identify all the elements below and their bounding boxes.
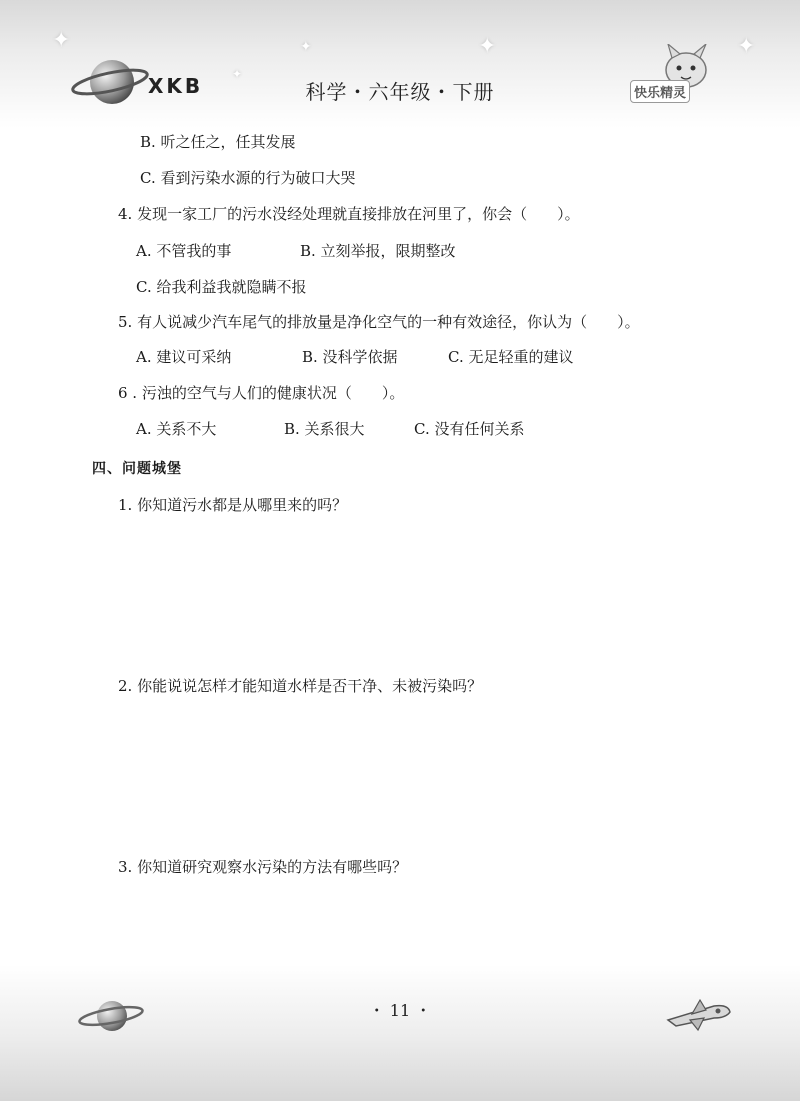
section4-item-3: 3. 你知道研究观察水污染的方法有哪些吗？ xyxy=(118,858,408,876)
star-icon: ✦ xyxy=(300,39,312,55)
star-icon: ✦ xyxy=(52,28,71,53)
brand-logo: XKB xyxy=(148,74,204,98)
q6-option-b: B. 关系很大 xyxy=(284,420,365,438)
q3-option-b: B. 听之任之，任其发展 xyxy=(140,133,296,151)
q5-option-b: B. 没科学依据 xyxy=(302,348,398,366)
q6-option-a: A. 关系不大 xyxy=(136,420,217,438)
section4-item-2: 2. 你能说说怎样才能知道水样是否干净、未被污染吗？ xyxy=(118,677,483,695)
q5-option-c: C. 无足轻重的建议 xyxy=(448,348,574,366)
star-icon: ✦ xyxy=(737,34,756,59)
page-number: ・ 11 ・ xyxy=(368,1001,432,1020)
q4-option-c: C. 给我利益我就隐瞒不报 xyxy=(136,278,307,296)
section-title: 四、问题城堡 xyxy=(92,461,182,477)
page-title: 科学・六年级・下册 xyxy=(305,80,495,104)
star-icon: ✦ xyxy=(478,34,497,59)
mascot-logo-icon xyxy=(624,44,734,114)
q3-option-c: C. 看到污染水源的行为破口大哭 xyxy=(140,169,356,187)
star-icon: ✦ xyxy=(232,67,243,81)
q4-option-b: B. 立刻举报，限期整改 xyxy=(300,242,456,260)
q6-text: 6 . 污浊的空气与人们的健康状况（ ）。 xyxy=(118,384,405,402)
mascot-label: 快乐精灵 xyxy=(630,80,690,103)
q6-option-c: C. 没有任何关系 xyxy=(414,420,525,438)
q4-option-a: A. 不管我的事 xyxy=(136,242,232,260)
spaceship-icon xyxy=(664,994,734,1034)
q5-option-a: A. 建议可采纳 xyxy=(136,348,232,366)
section4-item-1: 1. 你知道污水都是从哪里来的吗？ xyxy=(118,496,348,514)
q4-text: 4. 发现一家工厂的污水没经处理就直接排放在河里了，你会（ ）。 xyxy=(118,205,580,223)
q5-text: 5. 有人说减少汽车尾气的排放量是净化空气的一种有效途径，你认为（ ）。 xyxy=(118,313,640,331)
